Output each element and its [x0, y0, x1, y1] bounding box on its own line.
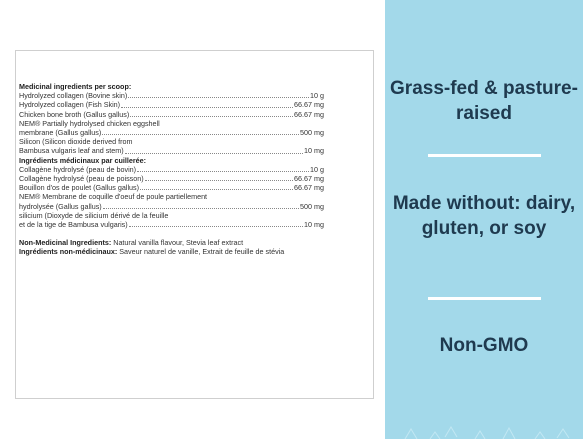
ingredient-amount: 10 g [310, 91, 324, 101]
ingredient-row [19, 146, 324, 155]
section-spacer [19, 229, 324, 238]
ingredient-amount: 10 mg [304, 146, 324, 156]
ingredient-name: Chicken bone broth (Gallus gallus) [19, 109, 130, 119]
dot-leader [102, 133, 299, 135]
ingredient-row [19, 91, 324, 100]
ingredient-name: Hydrolyzed collagen (Fish Skin) [19, 100, 121, 110]
dot-leader [125, 152, 303, 154]
ingredient-row [19, 128, 324, 137]
dot-leader [145, 179, 293, 181]
ingredient-amount: 66.67 mg [294, 174, 324, 184]
ingredient-line: Silicon (Silicon dioxide derived from [19, 137, 133, 147]
ingredient-name: Hydrolyzed collagen (Bovine skin) [19, 91, 128, 101]
ingredient-row [19, 220, 324, 229]
non-medicinal-en [19, 238, 324, 247]
non-medicinal-fr [19, 247, 324, 256]
ingredient-name: Collagène hydrolysé (peau de bovin) [19, 164, 137, 174]
dot-leader [140, 188, 293, 190]
decorative-pattern [385, 423, 583, 439]
ingredient-amount: 66.67 mg [294, 109, 324, 119]
ingredient-row [19, 183, 324, 192]
ingredient-name: hydrolysée (Gallus gallus) [19, 201, 102, 211]
ingredients-list [19, 82, 324, 257]
ingredient-name: Bambusa vulgaris leaf and stem) [19, 146, 124, 156]
medicinal-heading-en: Medicinal ingredients per scoop: [19, 82, 132, 91]
ingredient-line: silicium (Dioxyde de silicium dérivé de la feuille [19, 210, 169, 220]
ingredient-row [19, 165, 324, 174]
ingredient-line: NEM® Membrane de coquille d'oeuf de poule partiellement [19, 192, 208, 202]
dot-leader [121, 106, 293, 108]
ingredient-amount: 66.67 mg [294, 100, 324, 110]
dot-leader [103, 207, 299, 209]
ingredient-row [19, 202, 324, 211]
ingredient-name: et de la tige de Bambusa vulgaris) [19, 220, 128, 230]
ingredient-amount: 10 mg [304, 220, 324, 230]
non-medicinal-text-en: Natural vanilla flavour, Stevia leaf extract [111, 238, 244, 248]
ingredient-amount: 500 mg [300, 128, 324, 138]
medicinal-heading-fr: Ingrédients médicinaux par cuillerée: [19, 155, 147, 165]
claim-divider [428, 297, 541, 300]
dot-leader [137, 170, 309, 172]
claim-grass-fed: Grass-fed & pasture-raised [390, 78, 578, 124]
claims-panel [385, 0, 583, 439]
dot-leader [130, 115, 293, 117]
ingredient-row [19, 100, 324, 109]
ingredient-row [19, 110, 324, 119]
dot-leader [128, 96, 309, 98]
non-medicinal-label-fr: Ingrédients non-médicinaux: [19, 247, 118, 257]
claim-non-gmo: Non-GMO [439, 335, 529, 356]
ingredient-row [19, 174, 324, 183]
claim-made-without: Made without: dairy, gluten, or soy [392, 193, 576, 239]
ingredient-amount: 66.67 mg [294, 183, 324, 193]
ingredient-name: membrane (Gallus gallus) [19, 128, 102, 138]
dot-leader [129, 225, 303, 227]
non-medicinal-label-en: Non-Medicinal Ingredients: [19, 238, 112, 248]
ingredient-amount: 10 g [310, 164, 324, 174]
ingredient-name: Collagène hydrolysé (peau de poisson) [19, 174, 144, 184]
claim-divider [428, 154, 541, 157]
ingredient-name: Bouillon d'os de poulet (Gallus gallus) [19, 183, 140, 193]
ingredient-line: NEM® Partially hydrolysed chicken eggshell [19, 118, 160, 128]
ingredient-amount: 500 mg [300, 201, 324, 211]
non-medicinal-text-fr: Saveur naturel de vanille, Extrait de feuille de stévia [117, 247, 285, 257]
